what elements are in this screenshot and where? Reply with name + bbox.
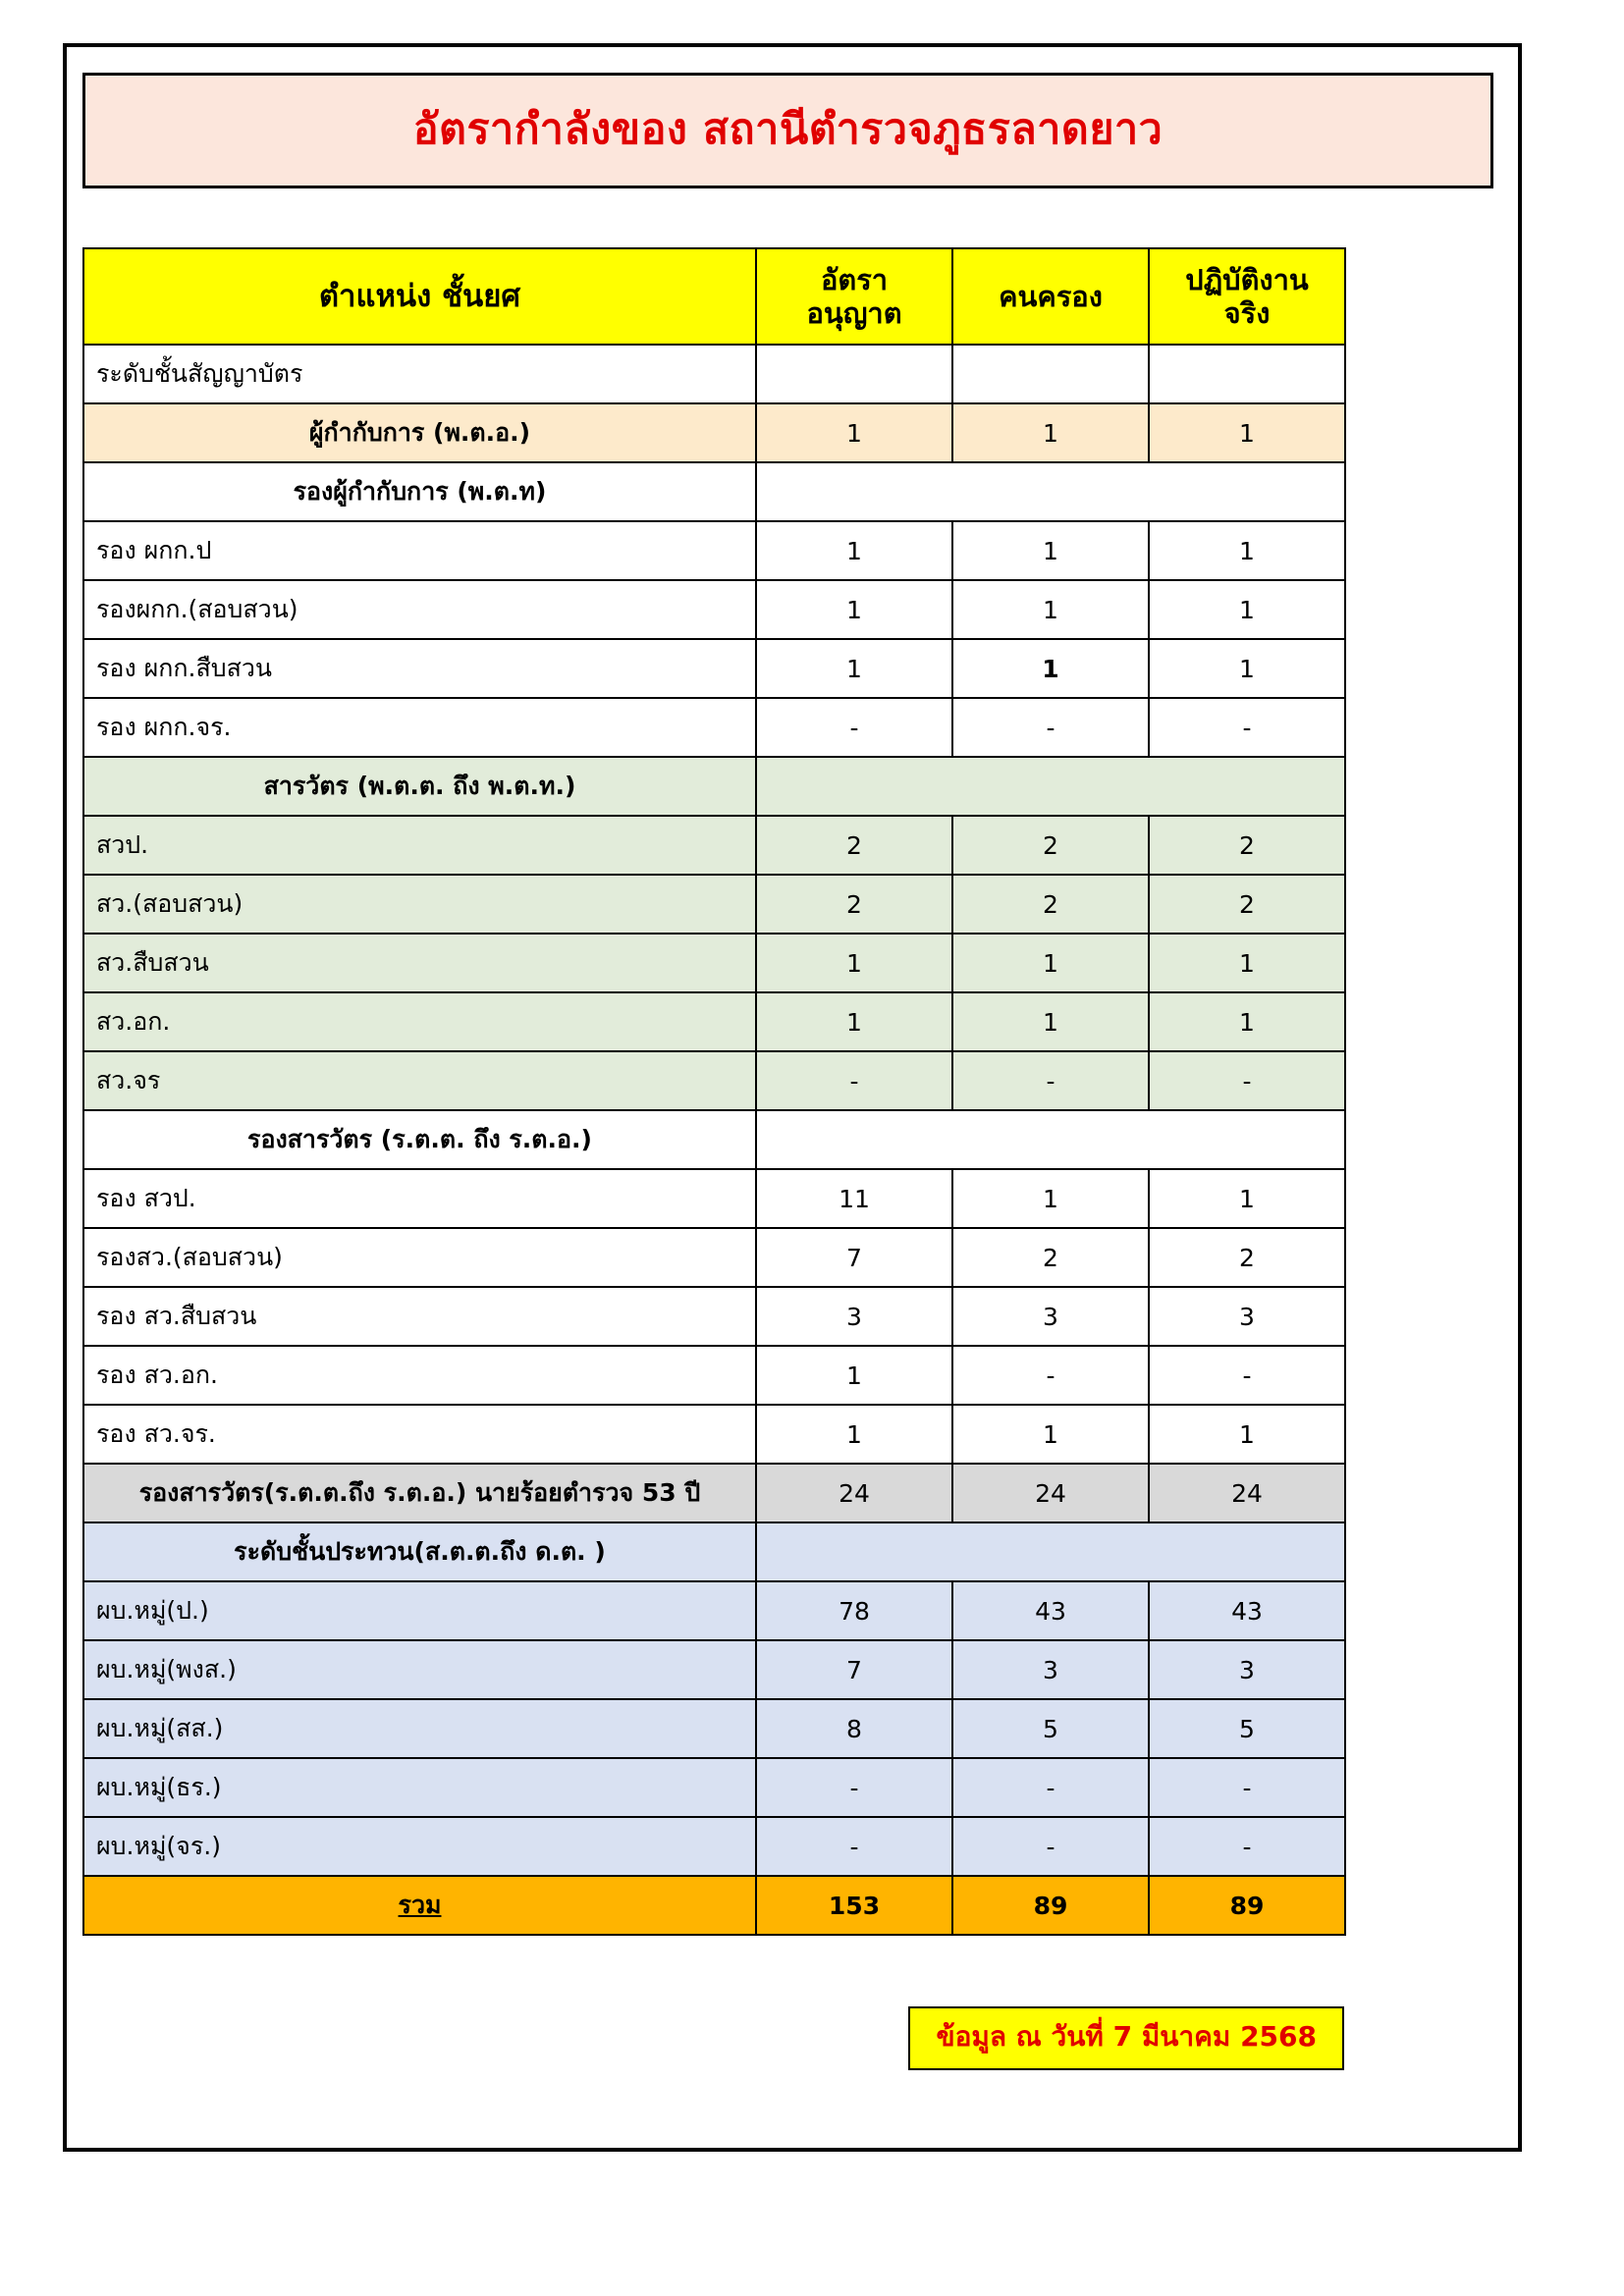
data-as-of-stamp: ข้อมูล ณ วันที่ 7 มีนาคม 2568 bbox=[908, 2006, 1344, 2070]
row-value-occupied: 2 bbox=[952, 816, 1149, 875]
table-row bbox=[83, 580, 1345, 639]
table-row bbox=[83, 1405, 1345, 1464]
table-row bbox=[83, 1169, 1345, 1228]
row-value-allowed: 1 bbox=[756, 992, 952, 1051]
row-value-actual: - bbox=[1149, 1346, 1345, 1405]
row-value-allowed: 1 bbox=[756, 1346, 952, 1405]
table-row bbox=[83, 1346, 1345, 1405]
table-row bbox=[83, 345, 1345, 403]
table-row bbox=[83, 1110, 1345, 1169]
row-position-label: รอง สว.สืบสวน bbox=[83, 1287, 756, 1346]
row-value-occupied: - bbox=[952, 1051, 1149, 1110]
row-value-allowed: - bbox=[756, 1817, 952, 1876]
table-row bbox=[83, 1758, 1345, 1817]
table-row bbox=[83, 934, 1345, 992]
row-value-occupied: 2 bbox=[952, 1228, 1149, 1287]
row-position-label: สวป. bbox=[83, 816, 756, 875]
row-position-label: สว.สืบสวน bbox=[83, 934, 756, 992]
row-value-allowed: 1 bbox=[756, 580, 952, 639]
table-row bbox=[83, 1699, 1345, 1758]
table-row bbox=[83, 757, 1345, 816]
row-position-label: ผบ.หมู่(ธร.) bbox=[83, 1758, 756, 1817]
row-position-label: ผู้กำกับการ (พ.ต.อ.) bbox=[83, 403, 756, 462]
column-header-allowed bbox=[756, 248, 952, 345]
row-value-occupied: 1 bbox=[952, 1169, 1149, 1228]
table-row bbox=[83, 1464, 1345, 1522]
table-row bbox=[83, 1287, 1345, 1346]
row-position-label: รอง สวป. bbox=[83, 1169, 756, 1228]
row-position-label: ระดับชั้นประทวน(ส.ต.ต.ถึง ด.ต. ) bbox=[83, 1522, 756, 1581]
column-header-occupied: คนครอง bbox=[952, 248, 1149, 345]
row-value-actual: 1 bbox=[1149, 992, 1345, 1051]
row-blank-values bbox=[756, 1522, 1345, 1581]
column-header-actual bbox=[1149, 248, 1345, 345]
row-value-occupied: - bbox=[952, 1346, 1149, 1405]
table-row bbox=[83, 1051, 1345, 1110]
table-row bbox=[83, 1640, 1345, 1699]
row-value-occupied: 24 bbox=[952, 1464, 1149, 1522]
row-value-occupied: 89 bbox=[952, 1876, 1149, 1935]
row-value-occupied: 5 bbox=[952, 1699, 1149, 1758]
row-value-occupied: 1 bbox=[952, 403, 1149, 462]
row-value-occupied: 1 bbox=[952, 992, 1149, 1051]
row-value-actual: 3 bbox=[1149, 1640, 1345, 1699]
row-value-actual: 43 bbox=[1149, 1581, 1345, 1640]
table-row bbox=[83, 462, 1345, 521]
row-position-label: สว.อก. bbox=[83, 992, 756, 1051]
page-content bbox=[82, 73, 1493, 2120]
row-value-occupied bbox=[952, 345, 1149, 403]
table-row bbox=[83, 403, 1345, 462]
row-value-actual: 1 bbox=[1149, 403, 1345, 462]
row-position-label: รอง ผกก.สืบสวน bbox=[83, 639, 756, 698]
row-value-allowed: 2 bbox=[756, 816, 952, 875]
row-position-label: รองสารวัตร(ร.ต.ต.ถึง ร.ต.อ.) นายร้อยตำรวจ 53 ปี bbox=[83, 1464, 756, 1522]
page-title: อัตรากำลังของ สถานีตำรวจภูธรลาดยาว bbox=[412, 105, 1164, 155]
footer-stamp-area bbox=[82, 2006, 1344, 2070]
row-value-actual: 1 bbox=[1149, 934, 1345, 992]
row-value-occupied: 1 bbox=[952, 1405, 1149, 1464]
table-row bbox=[83, 698, 1345, 757]
row-value-allowed: 1 bbox=[756, 639, 952, 698]
row-value-occupied: - bbox=[952, 698, 1149, 757]
table-row bbox=[83, 875, 1345, 934]
row-position-label: รอง สว.อก. bbox=[83, 1346, 756, 1405]
row-value-allowed: 1 bbox=[756, 403, 952, 462]
row-value-occupied: 1 bbox=[952, 934, 1149, 992]
row-value-allowed: 1 bbox=[756, 521, 952, 580]
column-header-actual-line1: ปฏิบัติงาน bbox=[1185, 262, 1309, 296]
row-value-actual: 2 bbox=[1149, 1228, 1345, 1287]
table-row bbox=[83, 521, 1345, 580]
column-header-position: ตำแหน่ง ชั้นยศ bbox=[83, 248, 756, 345]
row-value-actual bbox=[1149, 345, 1345, 403]
row-position-label: ระดับชั้นสัญญาบัตร bbox=[83, 345, 756, 403]
row-value-allowed: 24 bbox=[756, 1464, 952, 1522]
row-position-label: รองสว.(สอบสวน) bbox=[83, 1228, 756, 1287]
table-row bbox=[83, 1228, 1345, 1287]
row-value-occupied: - bbox=[952, 1758, 1149, 1817]
column-header-allowed-line1: อัตรา bbox=[820, 262, 889, 296]
row-value-actual: 1 bbox=[1149, 1405, 1345, 1464]
row-value-actual: 3 bbox=[1149, 1287, 1345, 1346]
row-value-allowed: 1 bbox=[756, 1405, 952, 1464]
table-row bbox=[83, 1876, 1345, 1935]
row-value-occupied: - bbox=[952, 1817, 1149, 1876]
row-value-occupied: 3 bbox=[952, 1287, 1149, 1346]
row-value-actual: 89 bbox=[1149, 1876, 1345, 1935]
row-value-actual: - bbox=[1149, 1817, 1345, 1876]
row-value-allowed: - bbox=[756, 698, 952, 757]
row-blank-values bbox=[756, 757, 1345, 816]
row-value-occupied: 3 bbox=[952, 1640, 1149, 1699]
row-value-actual: 1 bbox=[1149, 1169, 1345, 1228]
table-row bbox=[83, 816, 1345, 875]
row-value-actual: - bbox=[1149, 698, 1345, 757]
row-value-occupied: 1 bbox=[952, 639, 1149, 698]
table-header bbox=[83, 248, 1345, 345]
row-value-allowed: - bbox=[756, 1051, 952, 1110]
row-value-occupied: 43 bbox=[952, 1581, 1149, 1640]
row-value-allowed: 78 bbox=[756, 1581, 952, 1640]
row-value-allowed: 2 bbox=[756, 875, 952, 934]
row-value-occupied: 1 bbox=[952, 580, 1149, 639]
row-value-actual: - bbox=[1149, 1051, 1345, 1110]
document-title-banner bbox=[82, 73, 1493, 188]
row-value-actual: 1 bbox=[1149, 639, 1345, 698]
row-position-label: รองผกก.(สอบสวน) bbox=[83, 580, 756, 639]
column-header-actual-line2: จริง bbox=[1223, 296, 1271, 330]
row-value-actual: 1 bbox=[1149, 580, 1345, 639]
row-value-allowed: 153 bbox=[756, 1876, 952, 1935]
table-body bbox=[83, 345, 1345, 1935]
row-position-label: รอง ผกก.จร. bbox=[83, 698, 756, 757]
row-position-label: ผบ.หมู่(ป.) bbox=[83, 1581, 756, 1640]
row-value-allowed: 3 bbox=[756, 1287, 952, 1346]
row-position-label: สารวัตร (พ.ต.ต. ถึง พ.ต.ท.) bbox=[83, 757, 756, 816]
row-position-label: รวม bbox=[83, 1876, 756, 1935]
column-header-allowed-line2: อนุญาต bbox=[806, 296, 902, 330]
row-value-allowed: 11 bbox=[756, 1169, 952, 1228]
row-value-allowed: 7 bbox=[756, 1640, 952, 1699]
row-value-actual: 1 bbox=[1149, 521, 1345, 580]
table-row bbox=[83, 639, 1345, 698]
row-position-label: สว.(สอบสวน) bbox=[83, 875, 756, 934]
table-header-row bbox=[83, 248, 1345, 345]
page-frame bbox=[63, 43, 1522, 2152]
row-position-label: รองสารวัตร (ร.ต.ต. ถึง ร.ต.อ.) bbox=[83, 1110, 756, 1169]
row-position-label: ผบ.หมู่(พงส.) bbox=[83, 1640, 756, 1699]
row-value-allowed: 8 bbox=[756, 1699, 952, 1758]
row-value-actual: 5 bbox=[1149, 1699, 1345, 1758]
row-value-actual: 2 bbox=[1149, 816, 1345, 875]
row-value-actual: - bbox=[1149, 1758, 1345, 1817]
table-row bbox=[83, 1581, 1345, 1640]
table-row bbox=[83, 992, 1345, 1051]
row-blank-values bbox=[756, 462, 1345, 521]
row-blank-values bbox=[756, 1110, 1345, 1169]
row-position-label: ผบ.หมู่(จร.) bbox=[83, 1817, 756, 1876]
staffing-table bbox=[82, 247, 1346, 1936]
row-value-allowed: 7 bbox=[756, 1228, 952, 1287]
row-value-allowed: 1 bbox=[756, 934, 952, 992]
row-value-occupied: 2 bbox=[952, 875, 1149, 934]
row-value-actual: 2 bbox=[1149, 875, 1345, 934]
table-row bbox=[83, 1817, 1345, 1876]
row-value-occupied: 1 bbox=[952, 521, 1149, 580]
row-value-allowed: - bbox=[756, 1758, 952, 1817]
row-value-allowed bbox=[756, 345, 952, 403]
row-position-label: รอง สว.จร. bbox=[83, 1405, 756, 1464]
row-position-label: ผบ.หมู่(สส.) bbox=[83, 1699, 756, 1758]
row-position-label: สว.จร bbox=[83, 1051, 756, 1110]
row-position-label: รอง ผกก.ป bbox=[83, 521, 756, 580]
row-value-actual: 24 bbox=[1149, 1464, 1345, 1522]
row-position-label: รองผู้กำกับการ (พ.ต.ท) bbox=[83, 462, 756, 521]
table-row bbox=[83, 1522, 1345, 1581]
